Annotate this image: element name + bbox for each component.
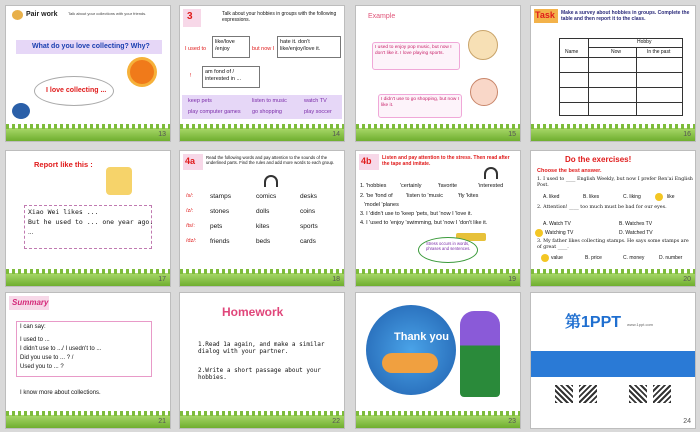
word: comics xyxy=(256,193,277,200)
q3-option-a[interactable]: value xyxy=(551,255,563,261)
slide-18[interactable] xyxy=(179,150,345,287)
slide-22[interactable] xyxy=(179,292,345,429)
sound-label: /ts/: xyxy=(186,223,195,229)
slide-number: 18 xyxy=(332,276,340,283)
homework-item-2: 2.Write a short passage about your hobbies. xyxy=(198,367,321,382)
can-say: I can say: xyxy=(20,324,46,330)
slide-19[interactable] xyxy=(355,150,521,287)
flower-bouquet-icon xyxy=(460,311,500,397)
site-url: www.1ppt.com xyxy=(627,322,654,327)
summary-line-5: I know more about collections. xyxy=(20,390,101,396)
slide-number: 20 xyxy=(683,276,691,283)
sound-label: /z/: xyxy=(186,208,194,214)
exercises-subtitle: Choose the best answer. xyxy=(537,168,602,174)
bubble-two-text: I didn't use to go shopping, but now I like it. xyxy=(381,97,459,108)
hobby-listen-music: listen to music xyxy=(252,98,287,104)
q2-option-b[interactable]: B. Watches TV xyxy=(619,221,653,227)
slide-24[interactable] xyxy=(530,292,696,429)
word: desks xyxy=(300,193,317,200)
slide-number: 22 xyxy=(332,418,340,425)
q2-option-d[interactable]: D. Watched TV xyxy=(619,230,653,236)
headphones-icon xyxy=(484,167,498,179)
exclaim-label: ! xyxy=(190,73,192,79)
q1-option-a[interactable]: A. liked xyxy=(543,194,560,200)
summary-line-2: I didn't use to .../ I usedn't to ... xyxy=(20,346,102,352)
q2-option-a[interactable]: A. Watch TV xyxy=(543,221,571,227)
instruction-text: Talk about your hobbies in groups with the following expressions. xyxy=(222,11,337,23)
grass-strip xyxy=(531,273,695,286)
q1-text: 1. I used to ____ English Weekly, but now I prefer Ren'ai English Post. xyxy=(537,177,693,188)
row-s xyxy=(186,193,342,205)
word: coins xyxy=(300,208,316,215)
hobby-keep-pets: keep pets xyxy=(188,98,212,104)
word: beds xyxy=(256,238,271,245)
grass-strip xyxy=(180,273,344,286)
report-line-1: Xiao Wei likes ... xyxy=(28,208,99,216)
qr-code-2 xyxy=(579,385,597,403)
q2-option-c[interactable]: Watching TV xyxy=(545,230,574,236)
row4: 4. I 'used to 'enjoy 'swimming, but 'now I 'don't like it. xyxy=(360,220,488,226)
pair-work-subtitle: Talk about your collections with your friends. xyxy=(68,11,147,16)
student-icon xyxy=(12,103,30,119)
grass-strip xyxy=(6,273,170,286)
grass-strip xyxy=(356,273,520,286)
example-title: Example xyxy=(368,13,396,20)
slide-number: 19 xyxy=(508,276,516,283)
grass-strip xyxy=(6,128,170,141)
col-hobby: Hobby xyxy=(637,39,652,45)
slide-14[interactable] xyxy=(179,5,345,142)
row-ts xyxy=(186,223,342,235)
boy-avatar xyxy=(468,30,498,60)
col-name: Name xyxy=(565,49,579,55)
q3-option-d[interactable]: D. number xyxy=(659,255,683,261)
slide-number: 23 xyxy=(508,418,516,425)
row-dz xyxy=(186,238,342,250)
summary-line-1: I used to ... xyxy=(20,337,50,343)
qr-code-4 xyxy=(653,385,671,403)
slide-23[interactable] xyxy=(355,292,521,429)
people-icon xyxy=(12,10,23,20)
q3-text: 3. My father likes collecting stamps. He says some stamps are of great ____. xyxy=(537,239,689,250)
grass-strip xyxy=(180,128,344,141)
slide-16[interactable] xyxy=(530,5,696,142)
hobby-play-soccer: play soccer xyxy=(304,109,332,115)
grass-strip xyxy=(356,128,520,141)
slide-number: 13 xyxy=(158,131,166,138)
q3-option-b[interactable]: B. price xyxy=(585,255,602,261)
slide-17[interactable] xyxy=(5,150,171,287)
row1-d: 'interested xyxy=(478,183,504,189)
report-title: Report like this : xyxy=(34,160,93,169)
handshake-icon xyxy=(382,353,438,373)
slide-13[interactable] xyxy=(5,5,171,142)
thankyou-text: Thank you xyxy=(394,331,450,343)
q1-option-c[interactable]: C. liking xyxy=(623,194,641,200)
stress-note-text: Stress occurs in words, phrases and sentences. xyxy=(426,241,471,252)
pair-work-title: Pair work xyxy=(26,11,58,18)
grass-strip xyxy=(531,128,695,141)
slide-20[interactable] xyxy=(530,150,696,287)
row3: 3. I 'didn't use to 'keep 'pets, but 'now I 'love it. xyxy=(360,211,473,217)
row-z xyxy=(186,208,342,220)
hate-text: hate it. don't like/enjoy/love it. xyxy=(280,39,321,52)
sound-label: /dz/: xyxy=(186,238,197,244)
slide-number: 16 xyxy=(683,131,691,138)
slide-number: 17 xyxy=(158,276,166,283)
word: kites xyxy=(256,223,270,230)
reading-girl-icon xyxy=(106,167,132,195)
headphones-icon xyxy=(264,175,278,187)
q1-star-icon xyxy=(655,193,663,201)
word: stamps xyxy=(210,193,231,200)
bubble-one-text: I used to enjoy pop music, but now I don't like it. I love playing sports. xyxy=(375,45,452,56)
instruction-text: Read the following words and pay attention to the sounds of the underlined parts. Find the rules and add more words to each group. xyxy=(206,155,335,166)
word: sports xyxy=(300,223,318,230)
thankyou-circle xyxy=(366,305,456,395)
grass-strip xyxy=(180,415,344,428)
row1-b: 'certainly xyxy=(400,183,422,189)
summary-line-3: Did you use to ... ? / xyxy=(20,355,74,361)
summary-line-4: Used you to ... ? xyxy=(20,364,64,370)
slide-number: 14 xyxy=(332,131,340,138)
word: cards xyxy=(300,238,316,245)
q2-star-icon xyxy=(535,229,543,237)
question-text: What do you love collecting? Why? xyxy=(32,43,150,50)
like-love-text: like/love /enjoy xyxy=(215,39,235,52)
slide-21[interactable] xyxy=(5,292,171,429)
report-line-2: But he used to ... one year ago. xyxy=(28,218,154,226)
sun-icon xyxy=(130,60,154,84)
word: pets xyxy=(210,223,223,230)
grass-strip xyxy=(6,415,170,428)
grass-strip xyxy=(356,415,520,428)
answer-text: I love collecting ... xyxy=(46,87,107,94)
q1-option-d[interactable]: like xyxy=(667,194,675,200)
exercises-title: Do the exercises! xyxy=(565,155,632,164)
badge-label: 4a xyxy=(185,156,196,166)
qr-code-3 xyxy=(629,385,647,403)
word: friends xyxy=(210,238,230,245)
row1-a: 1. 'hobbies xyxy=(360,183,387,189)
slide-15[interactable] xyxy=(355,5,521,142)
logo-text: 第1PPT xyxy=(565,314,622,331)
task-instruction: Make a survey about hobbies in groups. Complete the table and then report it to the class. xyxy=(561,10,690,22)
col-now: Now xyxy=(611,49,622,55)
report-line-3: ... xyxy=(28,229,34,236)
slide-number: 21 xyxy=(158,418,166,425)
blue-info-bar xyxy=(531,351,696,377)
instruction-text: Listen and pay attention to the stress. Then read after the tape and imitate. xyxy=(382,155,510,167)
homework-title: Homework xyxy=(222,305,284,319)
slide-number: 15 xyxy=(508,131,516,138)
col-past: In the past xyxy=(647,49,671,55)
summary-title: Summary xyxy=(12,298,49,307)
task-label: Task xyxy=(535,10,555,20)
word: stones xyxy=(210,208,230,215)
row2-d: 'model 'planes xyxy=(364,202,399,208)
word: dolls xyxy=(256,208,270,215)
fond-text: am fond of / interested in ... xyxy=(205,69,242,82)
hobby-go-shopping: go shopping xyxy=(252,109,282,115)
slide-number: 24 xyxy=(683,418,691,425)
row2-b: 'listen to 'music xyxy=(406,193,443,199)
q3-star-icon xyxy=(541,254,549,262)
qr-code-1 xyxy=(555,385,573,403)
q3-option-c[interactable]: C. money xyxy=(623,255,645,261)
badge-number: 3 xyxy=(187,11,193,22)
q2-text: 2. Attention! ____ too much must be bad for our eyes. xyxy=(537,205,667,210)
but-now-label: but now I xyxy=(252,46,275,52)
hobby-watch-tv: watch TV xyxy=(304,98,327,104)
row2-a: 2. 'be 'fond of xyxy=(360,193,393,199)
row1-c: 'favorite xyxy=(438,183,458,189)
homework-item-1: 1.Read 1a again, and make a similar dialog with your partner. xyxy=(198,341,325,356)
hobby-play-games: play computer games xyxy=(188,109,241,115)
girl-avatar xyxy=(470,78,498,106)
badge-label: 4b xyxy=(361,156,372,166)
row2-c: 'fly 'kites xyxy=(458,193,479,199)
sound-label: /s/: xyxy=(186,193,194,199)
q1-option-b[interactable]: B. likes xyxy=(583,194,600,200)
used-to-label: I used to xyxy=(185,46,207,52)
